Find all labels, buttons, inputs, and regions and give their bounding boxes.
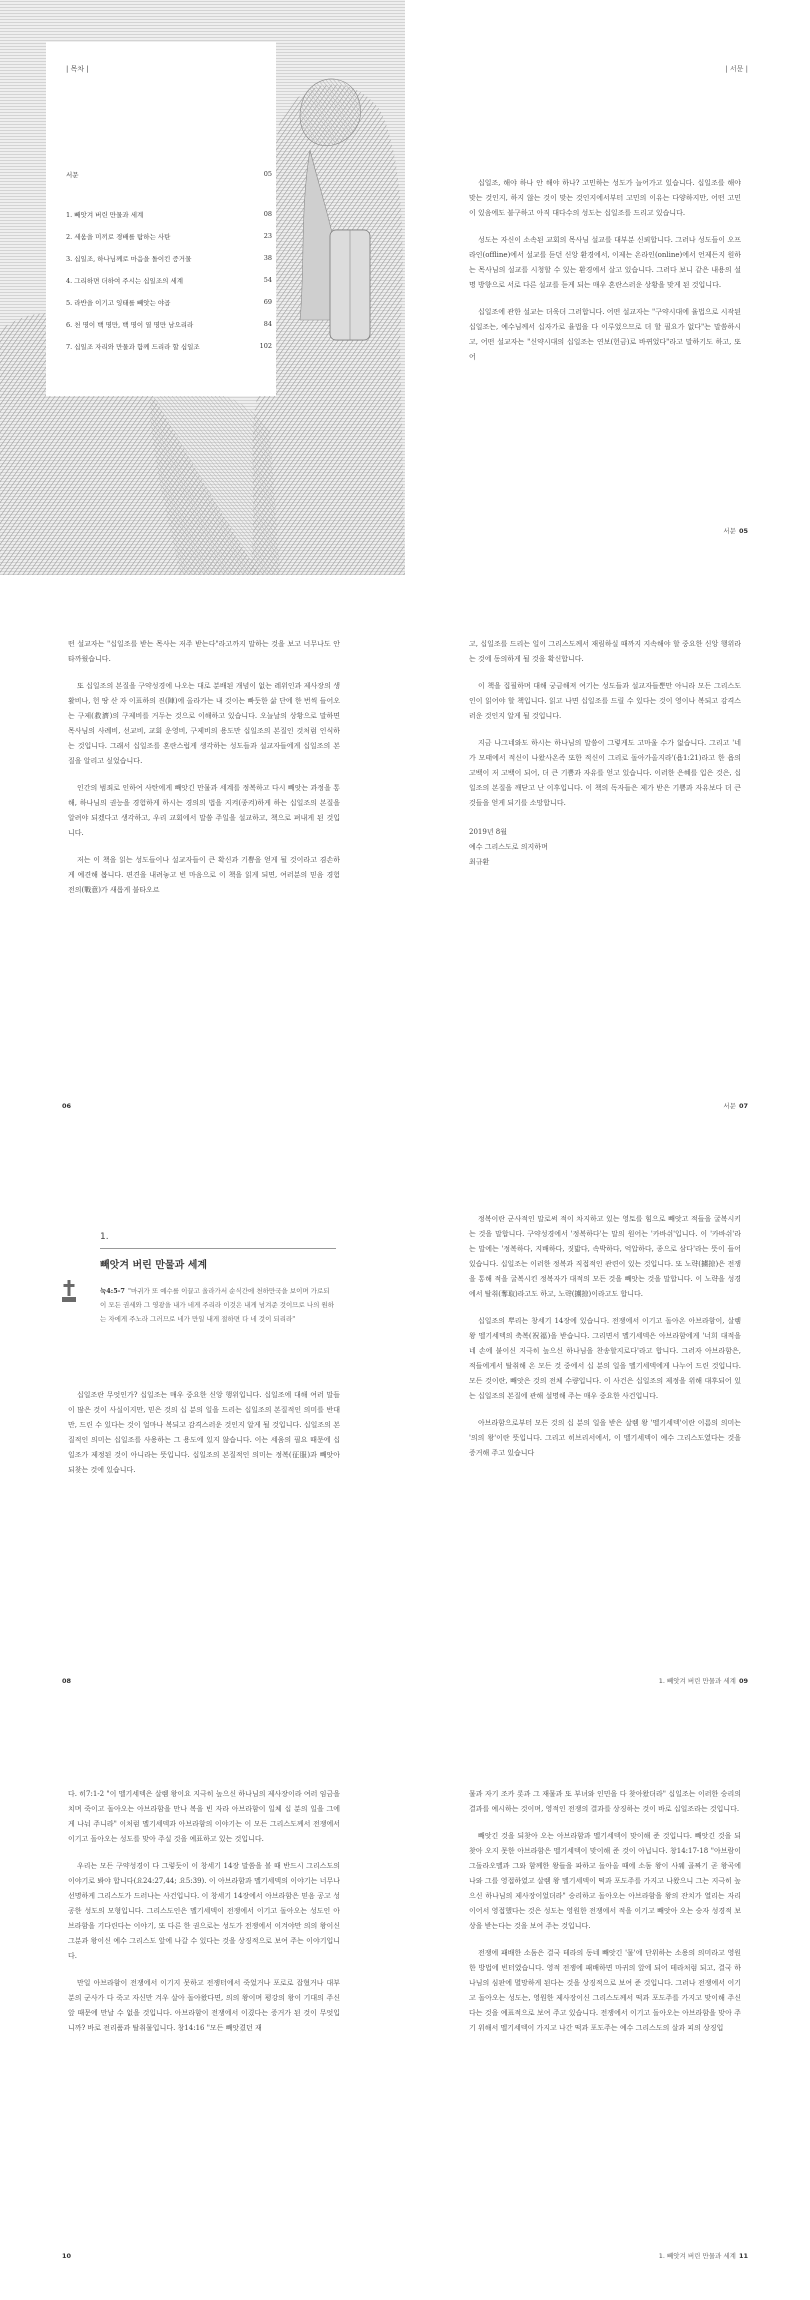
page-number: 09 [738,1677,748,1685]
toc-page [0,0,405,575]
paragraph: 고, 십일조를 드리는 일이 그리스도께서 재림하실 때까지 지속해야 할 중요한 신앙 행위라는 것에 동의하게 될 것을 확신합니다. [469,640,741,663]
toc-entry-4[interactable] [66,276,272,285]
paragraph: 빼앗긴 것을 되찾아 오는 아브라함과 멜기세덱이 맞이해 준 것입니다. 빼앗긴 것을 되찾아 오지 못한 아브라함은 멜기세덱이 맞이해 준 것이 아닙니다. 창14:17-18 "아브람이 그돌라오멜과 그와 함께한 왕들을 파하고 돌아올 때에 소돔 왕이 사웨 골짜기 곧 왕곡에 나와 그를 영접하였고 살렘 왕 멜기세덱이 떡과 포도주를 가지고 나왔으니 그는 지극히 높으신 하나님의 제사장이었더라" 승리하고 돌아오는 아브라함을 왕의 잔치가 열리는 자리이어서 영접했다는 것은 성도는 영원한 전쟁에서 적을 이기고 빼앗아 오는 승자 성경적 보상을 받는다는 것을 보여 주는 것입니다. [469,1832,741,1930]
chapter-page-11 [405,1725,810,2300]
signature-author: 최규환 [469,858,490,866]
paragraph: 십일조, 해야 하나 안 해야 하나? 고민하는 성도가 늘어가고 있습니다. 십일조를 해야 맞는 것인지, 하지 않는 것이 맞는 것인지에서부터 고민의 이유는 다양하지만, 어떤 고민이 있음에도 불구하고 아직 대다수의 성도는 십일조를 드리고 있습니다. [469,179,741,217]
paragraph: 또 십일조의 본질을 구약성경에 나오는 대로 분배된 개념이 없는 레위인과 제사장의 생활비나, 헌 땅 산 자 이표하의 진(陣)에 올라가는 내 것이는 빠듯한 삶 단에 한 번씩 들어오는 구제(救濟)의 구제비를 거두는 것으로 이해하고 있습니다. 오늘날의 상황으로 말하면 목사님의 사례비, 선교비, 교회 운영비, 구제비의 용도만 십일조의 본질인 것처럼 인식하는 것입니다. 그래서 십일조를 혼란스럽게 생각하는 성도들과 설교자들에게 십일조의 본질을 알리고 싶었습니다. [68,682,340,765]
page-number: 05 [738,527,748,535]
folio-label: 1. 빼앗겨 버린 만물과 세계 [658,1677,736,1685]
signature-org: 예수 그리스도로 의지하며 [469,843,548,851]
toc-entry-page: 23 [263,232,272,240]
body-text [469,637,741,870]
body-text [68,1787,340,2048]
page-folio [62,1677,71,1685]
toc-entry-3[interactable] [66,254,272,263]
section-tag: | 서문 | [725,65,748,73]
verse-reference: 눅4:5-7 [100,1287,125,1295]
toc-entry-page: 69 [263,298,272,306]
page-number: 07 [738,1102,748,1110]
toc-entry-label: 3. 십일조, 하나님께로 마음을 돌이킨 증거물 [66,255,192,263]
body-text [68,637,340,910]
verse-text: "마귀가 또 예수를 이끌고 올라가서 순식간에 천하만국을 보이며 가로되 이 모든 권세와 그 영광을 내가 네게 주리라 이것은 내게 넘겨준 것이므로 나의 원하는 자에게 주노라 그러므로 네가 만일 내게 절하면 다 네 것이 되리라" [100,1287,335,1323]
page-folio [723,526,748,535]
toc-entry-label: 5. 라반을 이기고 잉태를 빼앗는 야곱 [66,299,171,307]
spread-3 [0,1150,810,1725]
toc-entry-7[interactable] [66,342,272,351]
paragraph: 만일 아브라함이 전쟁에서 이기지 못하고 전쟁터에서 죽었거나 포로로 잡혔거나 대부분의 군사가 다 죽고 자신만 겨우 살아 돌아왔다면, 의의 왕이며 평강의 왕이 기대의 주신 앞 때문에 만날 수 없을 것입니다. 아브라함이 전쟁에서 이겼다는 증거가 된 것이 무엇입니까? 바로 전리품과 탈취물입니다. 창14:16 "모든 빼앗겼던 재 [68,1979,340,2032]
paragraph: 이 책을 집필하며 대해 궁금해져 여기는 성도들과 설교자들뿐만 아니라 모든 그리스도인이 읽어야 할 책입니다. 읽고 나면 십일조를 드릴 수 있다는 것이 영이나 복되고 감격스러운 것인지 알게 될 것입니다. [469,682,741,720]
chapter-page-09 [405,1150,810,1725]
page-number: 06 [62,1102,72,1110]
paragraph: 물과 자기 조카 롯과 그 재물과 또 부녀와 인민을 다 찾아왔더라" 십일조는 이러한 승리의 결과를 예시하는 것이며, 영적인 전쟁의 결과를 상징하는 것이 바로 십일조라는 것입니다. [469,1790,741,1813]
body-text [469,1212,741,1473]
folio-label: 서문 [723,1102,736,1110]
paragraph: 정복이란 군사적인 말로써 적이 차지하고 있는 영토를 힘으로 빼앗고 적들을 굴복시키는 것을 말합니다. 구약성경에서 '정복하다'는 말의 원어는 '카바쉬'입니다. 이 '카바쉬'라는 말에는 '정복하다, 지배하다, 짓밟다, 속박하다, 억압하다, 종으로 삼다'라는 뜻이 들어 있습니다. 십일조는 이러한 정복과 직접적인 관련이 있는 것입니다. 또 노략(擄掠)은 전쟁을 통해 적을 굴복시킨 정복자가 대적의 모든 것을 빼앗는 것을 말합니다. 이 노략을 성경에서 탈취(奪取)라고도 하고, 노략(擄掠)이라고도 합니다. [469,1215,741,1298]
chapter-page-08 [0,1150,405,1725]
page-number: 10 [62,2252,72,2260]
page-folio [659,2251,748,2260]
spread-4 [0,1725,810,2300]
page-folio [659,1676,748,1685]
epigraph-verse [100,1284,336,1326]
toc-entry-page: 84 [263,320,272,328]
toc-entry-page: 54 [263,276,272,284]
paragraph: 십일조에 관한 설교는 더욱더 그러합니다. 어떤 설교자는 "구약시대에 율법으로 시작된 십일조는, 예수님께서 십자가로 율법을 다 이루었으므로 더 할 필요가 없다"는 말씀하시고, 어떤 설교자는 "신약시대의 십일조는 연보(헌금)로 바뀌었다"라고 말하기도 하고, 또 어 [469,308,741,361]
cross-icon [62,1280,76,1302]
toc-entry-page: 102 [259,342,272,350]
toc-entry-label: 4. 그리하면 더하여 주시는 십일조의 세계 [66,277,183,285]
chapter-title: 빼앗겨 버린 만물과 세계 [100,1260,208,1271]
toc-entry-5[interactable] [66,298,272,307]
toc-entry-page: 38 [263,254,272,262]
paragraph: 성도는 자신이 소속된 교회의 목사님 설교를 대부분 신뢰합니다. 그러나 성도들이 오프라인(offline)에서 설교를 듣던 신앙 환경에서, 이제는 온라인(online)에서 언제든지 원하는 목사님의 설교를 시청할 수 있는 환경에서 살고 있습니다. 그러다 보니 같은 내용의 설명 방향으로 서로 다른 설교를 듣게 되는 매우 혼란스러운 상황을 맞게 된 것입니다. [469,236,741,289]
chapter-page-10 [0,1725,405,2300]
paragraph: 떤 설교자는 "십일조를 받는 목사는 저주 받는다"라고까지 말하는 것을 보고 너무나도 안타까웠습니다. [68,640,340,663]
body-text [469,176,741,377]
page-folio [62,2252,71,2260]
preface-page-07 [405,575,810,1150]
spread-1 [0,0,810,575]
toc-entry-label: 7. 십일조 자리와 만물과 함께 드리라 할 십일조 [66,343,200,351]
toc-entry-preface[interactable] [66,170,272,179]
preface-page-05 [405,0,810,575]
paragraph: 다. 히7:1-2 "이 멜기세덱은 살렘 왕이요 지극히 높으신 하나님의 제사장이라 여러 임금을 치며 죽이고 돌아오는 아브라함을 만나 복을 빈 자라 아브라함이 일체 십 분의 일을 그에게 나눠 주니라" 이처럼 멜기세덱과 아브라함의 이야기는 이 모든 그리스도께서 전쟁에서 이기고 돌아오는 성도를 맞아 주실 것을 예표하고 있는 것입니다. [68,1790,340,1843]
spread-2 [0,575,810,1150]
paragraph: 아브라함으로부터 모든 것의 십 분의 일을 받은 살렘 왕 '멜기세덱'이란 이름의 의미는 '의의 왕'이란 뜻입니다. 그리고 히브리서에서, 이 멜기세덱이 예수 그리스도였다는 것을 증거해 주고 있습니다 [469,1419,741,1457]
body-text [68,1388,340,1490]
toc-heading: | 목차 | [66,65,89,73]
preface-page-06 [0,575,405,1150]
paragraph: 십일조란 무엇인가? 십일조는 매우 중요한 신앙 행위입니다. 십일조에 대해 여러 말들이 많은 것이 사실이지만, 믿은 것의 십 분의 일을 드리는 십일조의 본질적인 의미를 반대만, 드린 수 있다는 것이 얼마나 복되고 감격스러운 것인지 알게 될 것입니다. 십일조의 본질적인 의미는 십일조를 사용하는 그 용도에 있지 않습니다. 이는 세움의 필요 때문에 십일조가 제정된 것이 아니라는 뜻입니다. 십일조의 본질적인 의미는 정복(征服)과 빼앗아 되찾는 것에 있습니다. [68,1391,340,1474]
toc-entry-page: 05 [263,170,272,178]
signature-date: 2019년 8월 [469,828,508,836]
folio-label: 서문 [723,527,736,535]
table-of-contents [46,42,276,396]
toc-entry-1[interactable] [66,210,272,219]
page-folio [723,1101,748,1110]
toc-entry-2[interactable] [66,232,272,241]
paragraph: 전쟁에 패배한 소돔은 결국 테라의 동네 빼앗긴 '물'에 단위하는 소용의 의미라고 영원한 방법에 빈터였습니다. 영적 전쟁에 패배하면 마귀의 앞에 되어 테라처럼 되고, 결국 하나님의 심판에 멸망하게 된다는 것을 상징적으로 보여 준 것입니다. 그러나 전쟁에서 이기고 돌아오는 성도는, 영원한 제사장이신 그리스도께서 떡과 포도주를 가지고 맞이해 주신다는 것을 예표적으로 보여 주고 있습니다. 전쟁에서 이기고 돌아오는 아브라함을 맞아 주기 위해서 멜기세덱이 가지고 나간 떡과 포도주는 예수 그리스도의 살과 피의 상징입 [469,1949,741,2032]
paragraph: 우리는 모든 구약성경이 다 그렇듯이 이 창세기 14장 말씀을 볼 때 반드시 그리스도의 이야기로 봐야 합니다(요24:27,44; 요5:39). 이 아브라함과 멜기세덱의 이야기는 너무나 선명하게 그리스도가 드러나는 사건입니다. 이 창세기 14장에서 아브라함은 믿음 공고 성공한 성도의 모형입니다. 그리스도인은 멜기세덱이 전쟁에서 이기고 돌아오는 성도인 아브라함을 기다린다는 이야기, 또 다른 한 권으로는 성도가 전쟁에서 이겨야만 의의 왕이신 그분과 왕이신 예수 그리스도 앞에 나갈 수 있다는 것을 상징적으로 보여 주는 이야기입니다. [68,1862,340,1960]
paragraph: 지금 나그네와도 하시는 하나님의 말씀이 그렇게도 고마울 수가 없습니다. 그리고 '네가 모태에서 적신이 나왔사온즉 또한 적신이 그리로 돌아가올지라'(욥1:21)라고 한 욥의 고백이 저 고백이 되어, 더 큰 기쁨과 자유를 얻고 있습니다. 이러한 은혜를 입은 것은, 십일조의 본질을 깨닫고 난 이후입니다. 이 책의 독자들은 제가 받은 기쁨과 자유보다 더 큰 것들을 얻게 되기를 소망합니다. [469,739,741,807]
toc-entry-6[interactable] [66,320,272,329]
toc-entry-label: 2. 세움을 미끼로 경배를 탐하는 사탄 [66,233,171,241]
chapter-number: 1. [100,1232,109,1242]
body-text [469,1787,741,2048]
page-folio [62,1102,71,1110]
chapter-divider [100,1248,336,1249]
toc-entry-page: 08 [263,210,272,218]
paragraph: 저는 이 책을 읽는 성도들이나 설교자들이 큰 확신과 기쁨을 얻게 될 것이라고 겸손하게 예견해 봅니다. 편견을 내려놓고 빈 마음으로 이 책을 읽게 되면, 여러분의 믿음 경험 전의(戰意)가 새롭게 불타오르 [68,856,340,894]
toc-entry-label: 서문 [66,171,79,179]
page-number: 11 [738,2252,748,2260]
paragraph: 십일조의 뿌리는 창세기 14장에 있습니다. 전쟁에서 이기고 돌아온 아브라함이, 살렘 왕 멜기세덱의 축복(祝福)을 받습니다. 그리면서 멜기세덱은 아브라함에게 '너희 대적을 네 손에 붙이신 지극히 높으신 하나님을 찬송할지로다'라고 합니다. 그러자 아브라함은, 적들에게서 탈취해 온 모든 것 중에서 십 분의 일을 멜기세덱에게 나누어 드린 것입니다. 모든 것이란, 빼앗은 것의 전체 수량입니다. 이 사건은 십일조의 제정을 위해 대후되어 있는 십일조의 본질에 관해 설명해 주는 매우 중요한 사건입니다. [469,1317,741,1400]
folio-label: 1. 빼앗겨 버린 만물과 세계 [658,2252,736,2260]
toc-entry-label: 6. 천 명이 백 명만, 백 명이 열 명만 남으리라 [66,321,194,329]
paragraph: 인간의 범죄로 인하여 사탄에게 빼앗긴 만물과 세계를 정복하고 다시 빼앗는 과정을 통해, 하나님의 권능을 경험하게 하시는 경의의 법을 지켜(종켜)하게 하는 십일조의 본질을 알려야 되겠다고 생각하고, 우리 교회에서 말씀 주일을 설교하고, 책으로 펴내게 된 것입니다. [68,784,340,837]
page-number: 08 [62,1677,72,1685]
toc-entry-label: 1. 빼앗겨 버린 만물과 세계 [66,211,144,219]
